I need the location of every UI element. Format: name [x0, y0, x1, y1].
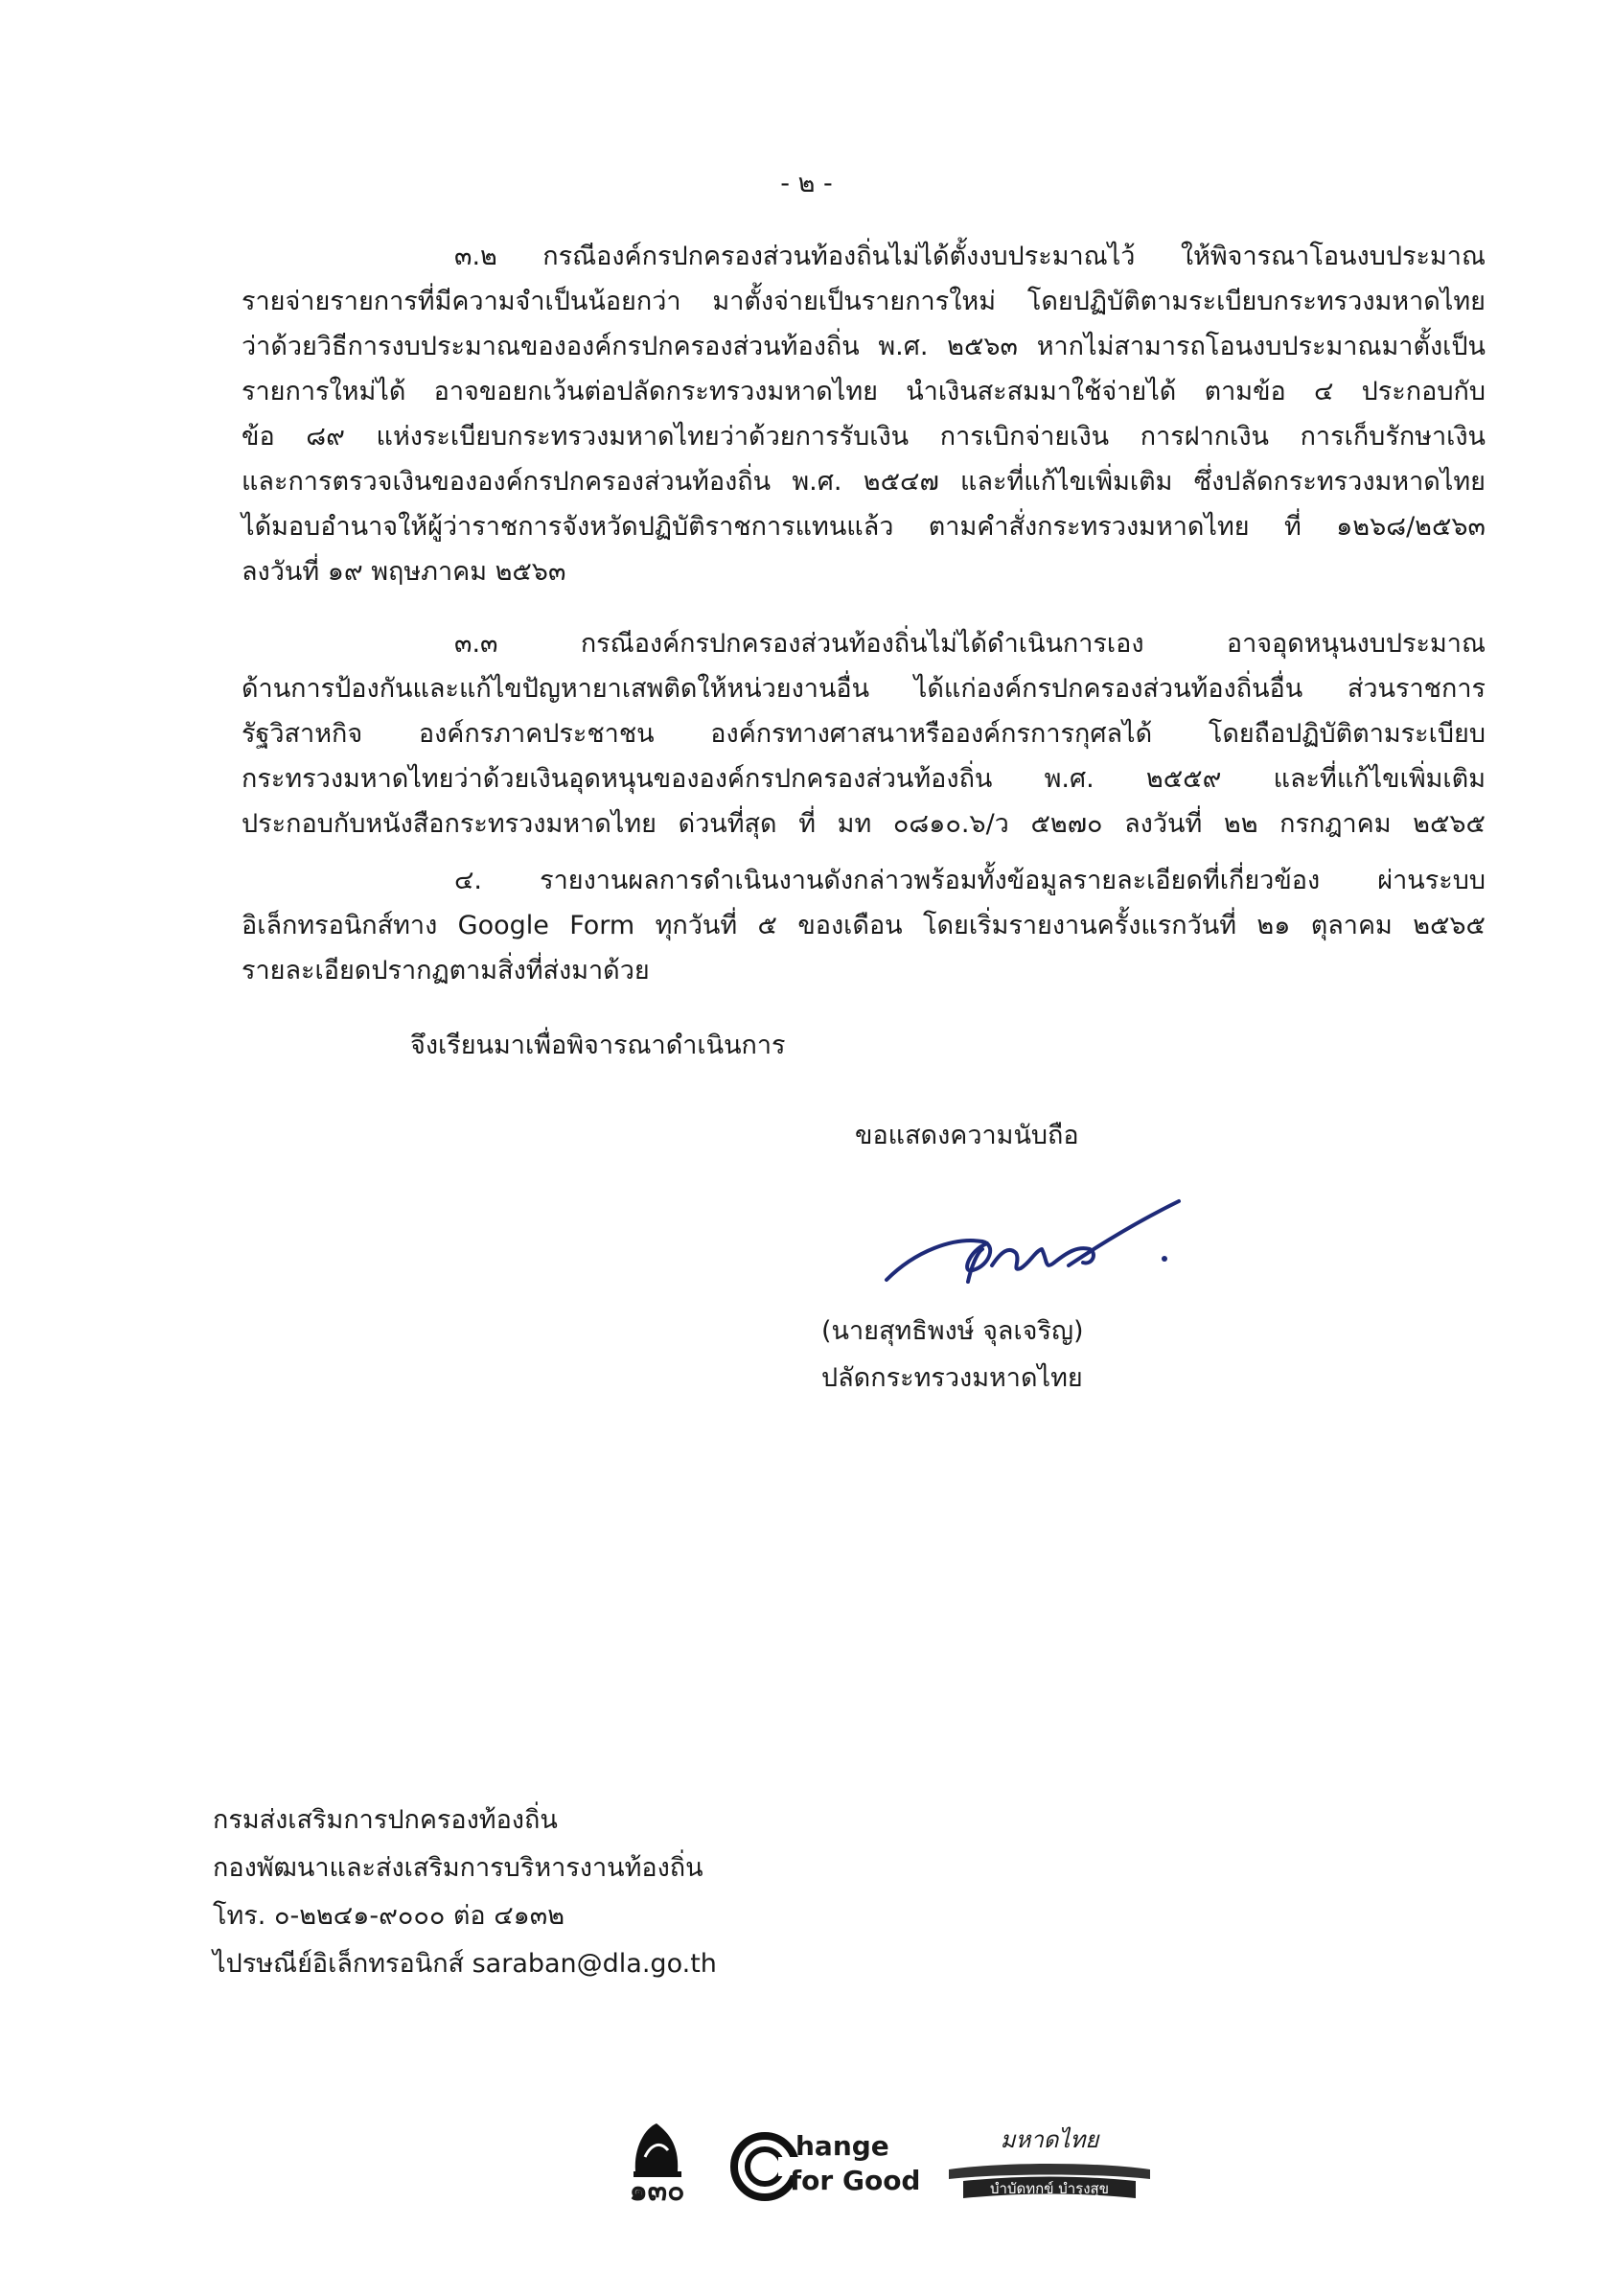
- paragraph-line: ด้านการป้องกันและแก้ไขปัญหายาเสพติดให้หน่วยงานอื่น ได้แก่องค์กรปกครองส่วนท้องถิ่นอื่น ส่วนราชการ: [242, 674, 1486, 704]
- paragraph-line: ได้มอบอำนาจให้ผู้ว่าราชการจังหวัดปฏิบัติราชการแทนแล้ว ตามคำสั่งกระทรวงมหาดไทย ที่ ๑๒๖๘/๒๕๖๓: [242, 512, 1486, 542]
- paragraph-line: กระทรวงมหาดไทยว่าด้วยเงินอุดหนุนขององค์กรปกครองส่วนท้องถิ่น พ.ศ. ๒๕๕๙ และที่แก้ไขเพิ่มเติม: [242, 764, 1486, 794]
- paragraph-line: ๓.๒ กรณีองค์กรปกครองส่วนท้องถิ่นไม่ได้ตั้งงบประมาณไว้ ให้พิจารณาโอนงบประมาณ: [454, 242, 1486, 271]
- paragraph-line: รายการใหม่ได้ อาจขอยกเว้นต่อปลัดกระทรวงมหาดไทย นำเงินสะสมมาใช้จ่ายได้ ตามข้อ ๔ ประกอบกับ: [242, 377, 1486, 406]
- paragraph-line: ๔. รายงานผลการดำเนินงานดังกล่าวพร้อมทั้งข้อมูลรายละเอียดที่เกี่ยวข้อง ผ่านระบบ: [454, 866, 1486, 895]
- paragraph-line: ข้อ ๘๙ แห่งระเบียบกระทรวงมหาดไทยว่าด้วยการรับเงิน การเบิกจ่ายเงิน การฝากเงิน การเก็บรักษาเงิน: [242, 422, 1486, 452]
- regards-text: ขอแสดงความนับถือ: [855, 1121, 1079, 1150]
- change-for-good-logo: [730, 2128, 922, 2205]
- moi-motto-logo: [944, 2123, 1155, 2205]
- anniversary-logo: [616, 2114, 698, 2210]
- paragraph-line: อิเล็กทรอนิกส์ทาง Google Form ทุกวันที่ ๕ ของเดือน โดยเริ่มรายงานครั้งแรกวันที่ ๒๑ ตุลาคม ๒๕๖๕: [242, 911, 1486, 940]
- motto-top-text: มหาดไทย: [1000, 2126, 1099, 2153]
- paragraph-line: ว่าด้วยวิธีการงบประมาณขององค์กรปกครองส่วนท้องถิ่น พ.ศ. ๒๕๖๓ หากไม่สามารถโอนงบประมาณมาตั้งเป็น: [242, 332, 1486, 361]
- signature-image: [877, 1194, 1193, 1309]
- paragraph-line: รายละเอียดปรากฏตามสิ่งที่ส่งมาด้วย: [242, 956, 650, 986]
- paragraph-line: รัฐวิสาหกิจ องค์กรภาคประชาชน องค์กรทางศาสนาหรือองค์กรการกุศลได้ โดยถือปฏิบัติตามระเบียบ: [242, 719, 1486, 749]
- anniversary-number: ๑๓๐: [629, 2174, 685, 2208]
- paragraph-line: ๓.๓ กรณีองค์กรปกครองส่วนท้องถิ่นไม่ได้ดำเนินการเอง อาจอุดหนุนงบประมาณ: [454, 629, 1486, 659]
- change-text: hange: [795, 2130, 889, 2162]
- paragraph-line: ลงวันที่ ๑๙ พฤษภาคม ๒๕๖๓: [242, 557, 566, 587]
- paragraph-line: และการตรวจเงินขององค์กรปกครองส่วนท้องถิ่น พ.ศ. ๒๕๔๗ และที่แก้ไขเพิ่มเติม ซึ่งปลัดกระทรวงมหาดไทย: [242, 467, 1486, 497]
- motto-bottom-text: บำบัดทุกข์ บำรุงสุข: [990, 2180, 1109, 2197]
- footer-department: กรมส่งเสริมการปกครองท้องถิ่น: [213, 1805, 558, 1835]
- for-good-text: for Good: [790, 2165, 921, 2196]
- paragraph-line: ประกอบกับหนังสือกระทรวงมหาดไทย ด่วนที่สุด ที่ มท ๐๘๑๐.๖/ว ๕๒๗๐ ลงวันที่ ๒๒ กรกฎาคม ๒๕๖๕: [242, 809, 1486, 839]
- page-number: - ๒ -: [780, 169, 833, 198]
- signer-name: (นายสุทธิพงษ์ จุลเจริญ): [821, 1316, 1084, 1346]
- closing-text: จึงเรียนมาเพื่อพิจารณาดำเนินการ: [410, 1031, 786, 1060]
- footer-division: กองพัฒนาและส่งเสริมการบริหารงานท้องถิ่น: [213, 1853, 703, 1883]
- footer-phone: โทร. ๐-๒๒๔๑-๙๐๐๐ ต่อ ๔๑๓๒: [213, 1901, 565, 1931]
- paragraph-line: รายจ่ายรายการที่มีความจำเป็นน้อยกว่า มาตั้งจ่ายเป็นรายการใหม่ โดยปฏิบัติตามระเบียบกระทรวงมหาดไทย: [242, 287, 1486, 316]
- signer-title: ปลัดกระทรวงมหาดไทย: [821, 1363, 1083, 1393]
- footer-email: ไปรษณีย์อิเล็กทรอนิกส์ saraban@dla.go.th: [213, 1949, 717, 1979]
